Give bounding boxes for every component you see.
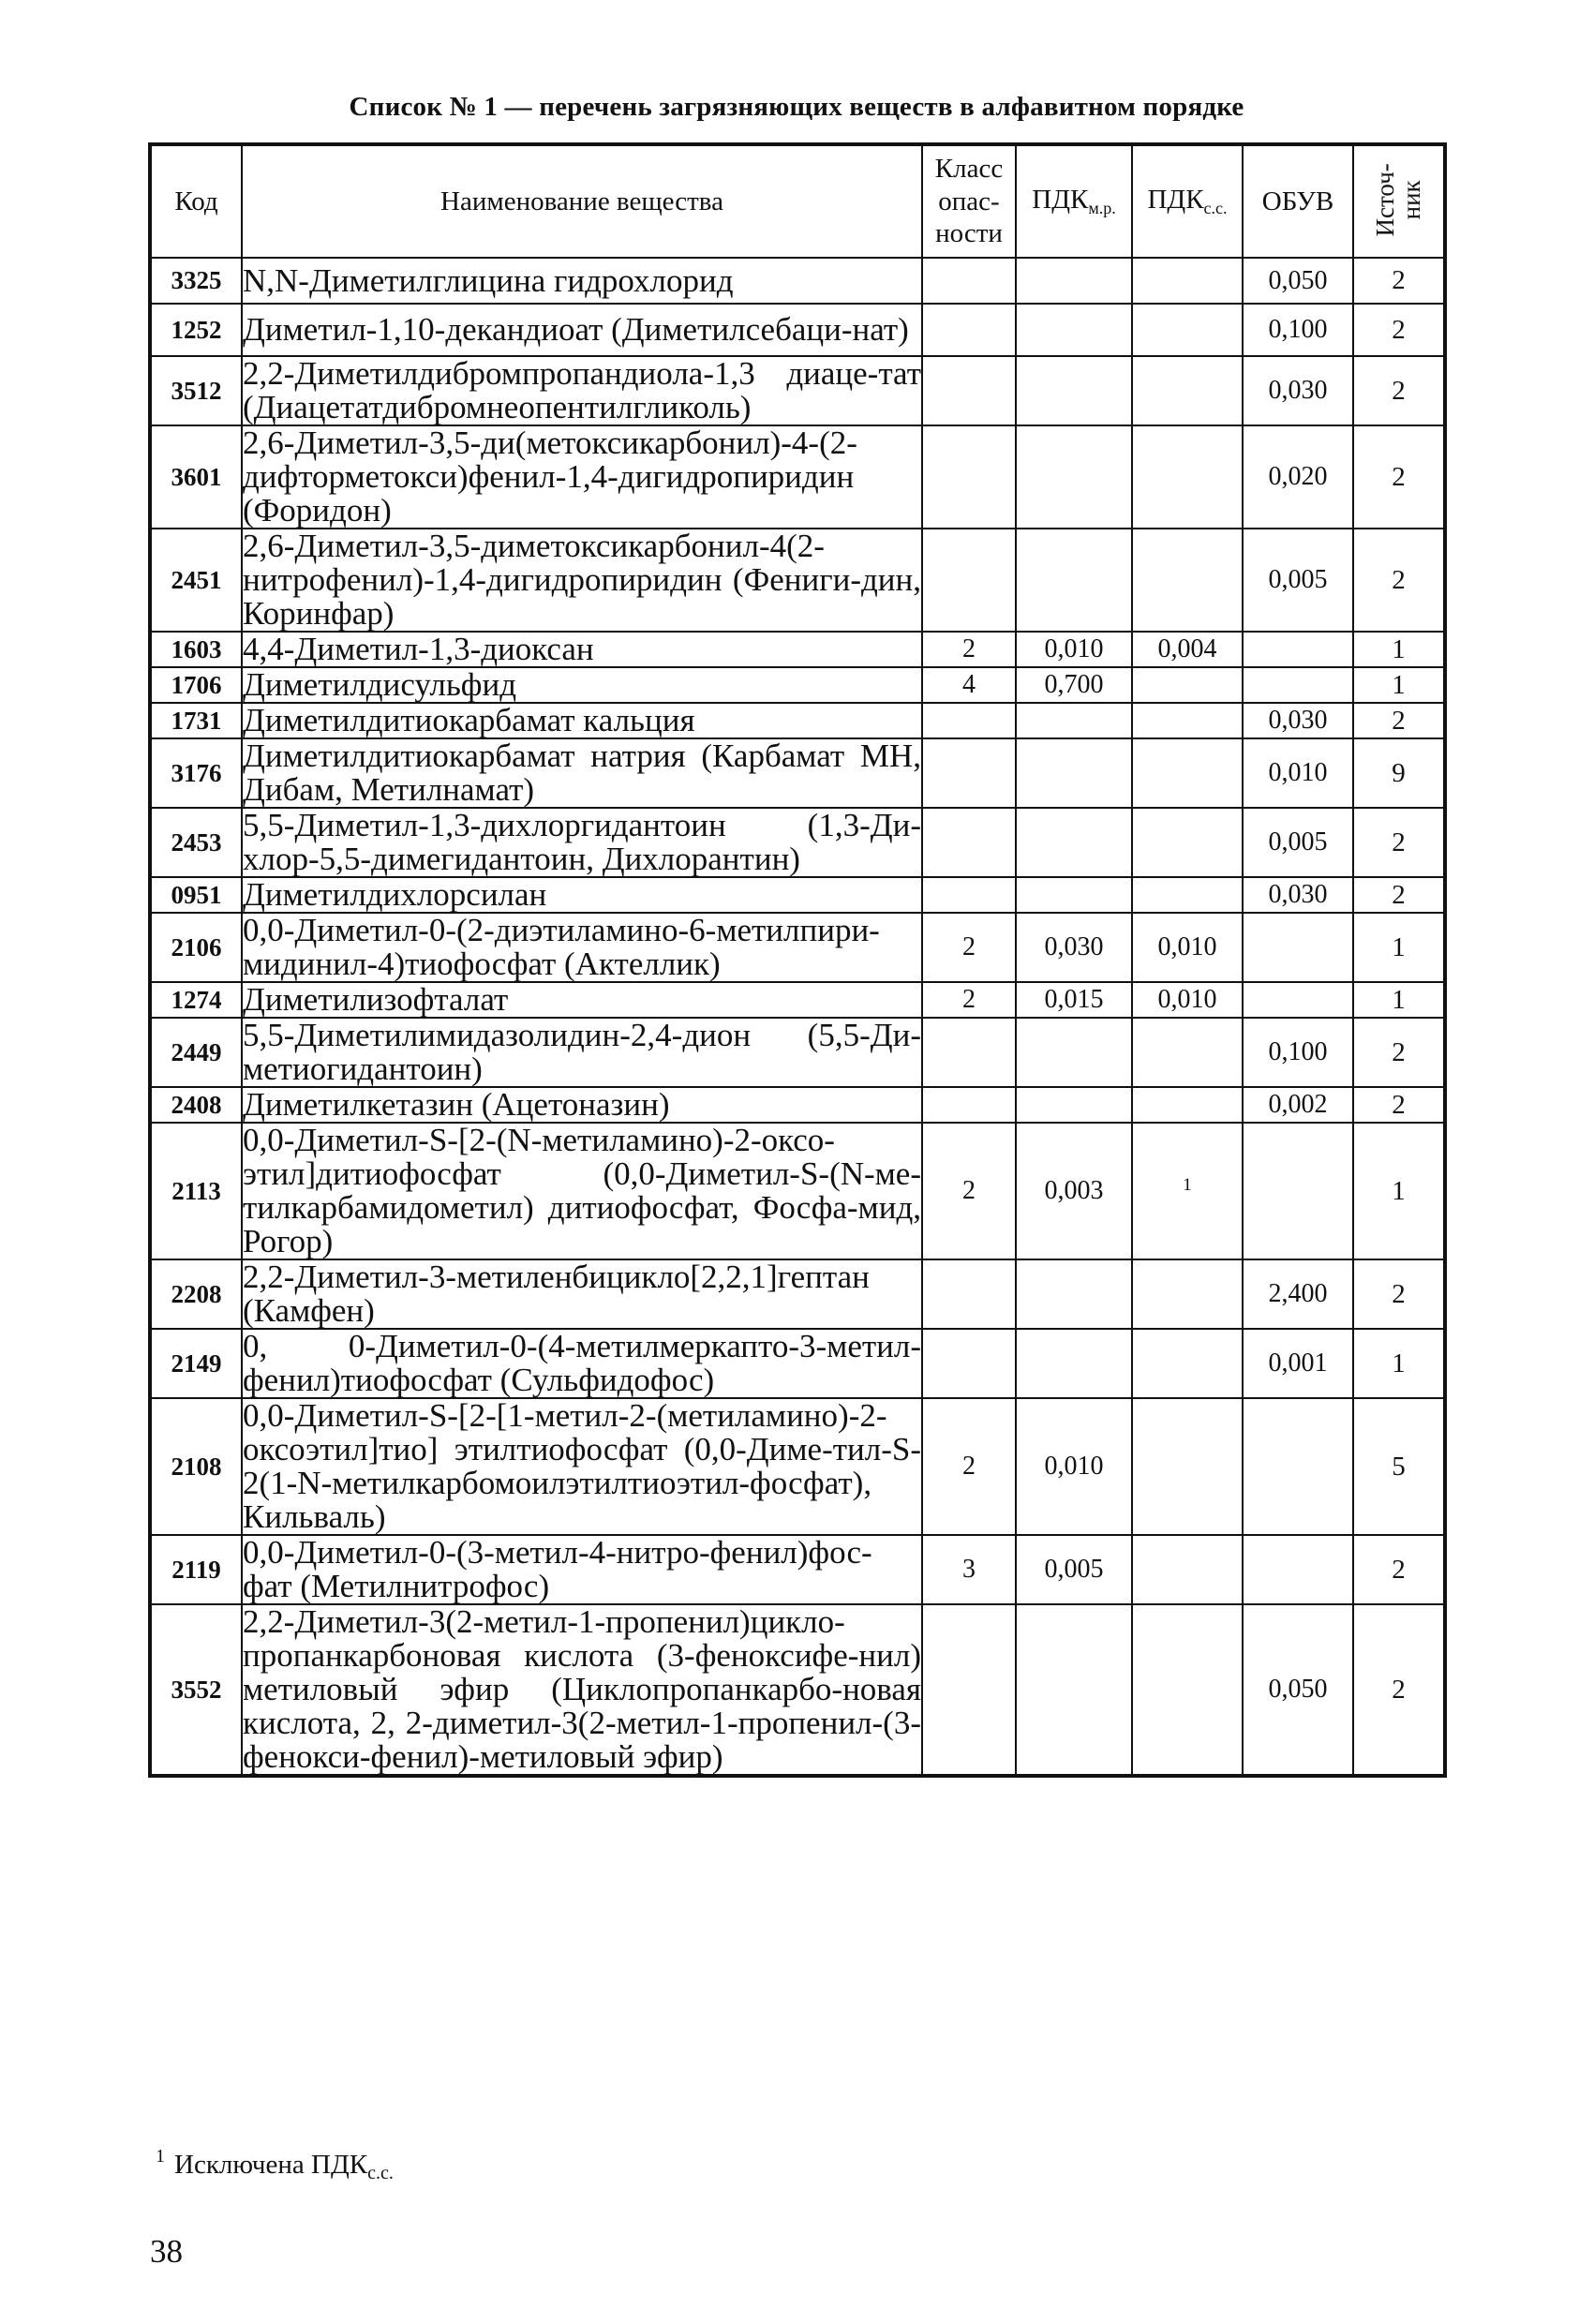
source-cell: 9 [1353,738,1445,808]
source-cell: 2 [1353,304,1445,356]
pdk-ss-cell [1132,738,1243,808]
pdk-mr-cell: 0,003 [1016,1123,1132,1259]
hazard-class-cell [922,529,1016,632]
page-title: Список № 1 — перечень загрязняющих веществ в алфавитном порядке [349,92,1244,122]
pdk-mr-cell: 0,015 [1016,982,1132,1018]
source-cell: 1 [1353,1123,1445,1259]
page-number: 38 [150,2233,183,2270]
source-cell: 2 [1353,808,1445,877]
source-cell: 5 [1353,1398,1445,1535]
hazard-class-cell [922,703,1016,738]
source-cell: 2 [1353,1604,1445,1776]
obuv-cell [1243,913,1353,982]
pdk-ss-cell [1132,356,1243,425]
obuv-cell: 0,050 [1243,258,1353,304]
hazard-class-cell: 3 [922,1535,1016,1604]
obuv-cell: 0,030 [1243,877,1353,913]
pdk-mr-cell [1016,808,1132,877]
footnote-marker: 1 [1183,1175,1192,1195]
substance-name-cell: 4,4-Диметил-1,3-диоксан [242,632,922,667]
substance-name-cell: Диметилдисульфид [242,667,922,703]
obuv-cell: 0,030 [1243,356,1353,425]
code-cell: 2449 [150,1018,242,1087]
pdk-mr-cell [1016,1087,1132,1123]
code-cell: 0951 [150,877,242,913]
hazard-class-cell: 4 [922,667,1016,703]
substance-name-cell: Диметилдитиокарбамат натрия (Карбамат МН, Дибам, Метилнамат) [243,737,921,808]
table-row [150,667,1445,703]
pdk-ss-cell [1132,1018,1243,1087]
table-row [150,703,1445,738]
code-cell: 1731 [150,703,242,738]
table-row [150,1087,1445,1123]
hazard-class-cell [922,1329,1016,1398]
substance-name-cell: 0,0-Диметил-S-[2-[1-метил-2-(метиламино)-2-оксоэтил]тио] этилтиофосфат (0,0-Диме-тил-S-2(1-N-метилкарбомоилэтилтиоэтил-фосфат), Кильваль) [243,1397,921,1535]
table-row [150,258,1445,304]
substance-name-cell: 5,5-Диметил-1,3-дихлоргидантоин (1,3-Ди-хлор-5,5-димегидантоин, Дихлорантин) [243,807,921,877]
pdk-mr-cell: 0,010 [1016,632,1132,667]
hazard-class-cell: 2 [922,632,1016,667]
source-cell: 2 [1353,425,1445,529]
source-cell: 2 [1353,1535,1445,1604]
pdk-ss-cell [1132,1604,1243,1776]
substance-name-cell: 2,6-Диметил-3,5-диметоксикарбонил-4(2-нитрофенил)-1,4-дигидропиридин (Фениги-дин, Коринфар) [243,528,921,632]
code-cell: 1603 [150,632,242,667]
obuv-cell: 0,010 [1243,738,1353,808]
header-code: Код [150,144,242,258]
obuv-cell [1243,982,1353,1018]
hazard-class-cell [922,258,1016,304]
substance-name-cell: Диметилдихлорсилан [242,877,922,913]
code-cell: 3601 [150,425,242,529]
table-row [150,913,1445,982]
source-cell: 1 [1353,667,1445,703]
substance-name-cell: Диметилдитиокарбамат кальция [242,703,922,738]
header-source: Источ- ник [1353,144,1445,258]
obuv-cell: 0,030 [1243,703,1353,738]
pdk-mr-cell: 0,030 [1016,913,1132,982]
code-cell: 3176 [150,738,242,808]
table-row [150,632,1445,667]
substance-name-cell: 2,2-Диметилдибромпропандиола-1,3 диаце-тат (Диацетатдибромнеопентилгликоль) [243,355,921,425]
obuv-cell: 0,002 [1243,1087,1353,1123]
table-row [150,425,1445,529]
pdk-ss-cell: 0,010 [1132,982,1243,1018]
obuv-cell: 0,020 [1243,425,1353,529]
table-row [150,356,1445,425]
code-cell: 2113 [150,1123,242,1259]
header-pdk-mr: $ПДК_{м.р.}$ [1016,144,1132,258]
table-row [150,529,1445,632]
pdk-mr-cell [1016,1018,1132,1087]
header-obuv: ОБУВ [1243,144,1353,258]
table-row [150,808,1445,877]
pdk-ss-cell [1132,703,1243,738]
code-cell: 2408 [150,1087,242,1123]
hazard-class-cell: 2 [922,1398,1016,1535]
header-hazard-class: Класс опас- ности [922,144,1016,258]
substance-name-cell: Диметил-1,10-декандиоат (Диметилсебаци-нат) [242,304,922,356]
pdk-ss-cell [1132,1123,1243,1259]
table-row [150,1259,1445,1329]
substances-table [148,142,1447,1778]
hazard-class-cell: 2 [922,913,1016,982]
pdk-ss-cell [1132,425,1243,529]
substance-name-cell: 2,6-Диметил-3,5-ди(метоксикарбонил)-4-(2-дифторметокси)фенил-1,4-дигидропиридин (Форидон) [242,425,922,529]
header-name: Наименование вещества [242,144,922,258]
obuv-cell: 0,050 [1243,1604,1353,1776]
code-cell: 3552 [150,1604,242,1776]
pdk-ss-cell [1132,808,1243,877]
hazard-class-cell [922,356,1016,425]
pdk-mr-cell [1016,1329,1132,1398]
obuv-cell: 0,001 [1243,1329,1353,1398]
pdk-mr-cell [1016,425,1132,529]
pdk-ss-cell [1132,258,1243,304]
pdk-mr-cell [1016,1259,1132,1329]
substance-name-cell: 0,0-Диметил-0-(2-диэтиламино-6-метилпири-мидинил-4)тиофосфат (Актеллик) [242,913,922,982]
pdk-mr-cell [1016,529,1132,632]
table-row [150,738,1445,808]
pdk-mr-cell: 0,010 [1016,1398,1132,1535]
substance-name-cell: Диметилкетазин (Ацетоназин) [242,1087,922,1123]
pdk-ss-cell: 0,004 [1132,632,1243,667]
pdk-ss-cell [1132,1535,1243,1604]
code-cell: 1274 [150,982,242,1018]
table-row [150,1604,1445,1776]
pdk-mr-cell [1016,877,1132,913]
table-row [150,304,1445,356]
pdk-ss-cell [1132,1087,1243,1123]
code-cell: 2106 [150,913,242,982]
pdk-ss-cell: 0,010 [1132,913,1243,982]
table-row [150,1535,1445,1604]
code-cell: 2208 [150,1259,242,1329]
code-cell: 2119 [150,1535,242,1604]
pdk-ss-cell [1132,1259,1243,1329]
pdk-ss-cell [1132,529,1243,632]
hazard-class-cell [922,1087,1016,1123]
pdk-mr-cell [1016,356,1132,425]
source-cell: 1 [1353,913,1445,982]
substance-name-cell: 0, 0-Диметил-0-(4-метилмеркапто-3-метил-фенил)тиофосфат (Сульфидофос) [243,1328,921,1398]
source-cell: 2 [1353,258,1445,304]
obuv-cell: 0,005 [1243,529,1353,632]
obuv-cell [1243,1123,1353,1259]
footnote: $^1$ Исключена $ПДК_{с.с.}$ [156,2146,394,2183]
hazard-class-cell: 2 [922,982,1016,1018]
pdk-ss-cell [1132,1329,1243,1398]
pdk-mr-cell [1016,258,1132,304]
pdk-mr-cell [1016,738,1132,808]
table-row [150,1123,1445,1259]
code-cell: 1706 [150,667,242,703]
substance-name-cell: N,N-Диметилглицина гидрохлорид [242,258,922,304]
table-row [150,1018,1445,1087]
source-cell: 2 [1353,529,1445,632]
obuv-cell: 0,100 [1243,1018,1353,1087]
pdk-ss-cell [1132,877,1243,913]
obuv-cell [1243,1398,1353,1535]
code-cell: 2149 [150,1329,242,1398]
table-row [150,1329,1445,1398]
source-cell: 1 [1353,982,1445,1018]
source-cell: 2 [1353,703,1445,738]
substance-name-cell: 0,0-Диметил-0-(3-метил-4-нитро-фенил)фос-фат (Метилнитрофос) [242,1535,922,1604]
substance-name-cell: 5,5-Диметилимидазолидин-2,4-дион (5,5-Ди-метиогидантоин) [243,1017,921,1087]
source-cell: 2 [1353,877,1445,913]
table-row [150,877,1445,913]
pdk-mr-cell [1016,703,1132,738]
source-cell: 2 [1353,1018,1445,1087]
code-cell: 3512 [150,356,242,425]
code-cell: 1252 [150,304,242,356]
header-pdk-ss: $ПДК_{с.с.}$ [1132,144,1243,258]
hazard-class-cell [922,1259,1016,1329]
hazard-class-cell [922,304,1016,356]
table-header-row [150,144,1445,258]
substance-name-cell: 2,2-Диметил-3-метиленбицикло[2,2,1]гептан (Камфен) [242,1259,922,1329]
obuv-cell: 2,400 [1243,1259,1353,1329]
pdk-mr-cell [1016,304,1132,356]
table-row [150,1398,1445,1535]
hazard-class-cell [922,425,1016,529]
hazard-class-cell [922,877,1016,913]
substance-name-cell: 2,2-Диметил-3(2-метил-1-пропенил)цикло-пропанкарбоновая кислота (3-феноксифе-нил) метиловый эфир (Циклопропанкарбо-новая кислота, 2, 2-диметил-3(2-метил-1-пропенил-(3-фенокси-фенил)-метиловый эфир) [243,1603,921,1775]
hazard-class-cell [922,808,1016,877]
code-cell: 2453 [150,808,242,877]
pdk-ss-cell [1132,1398,1243,1535]
pdk-mr-cell: 0,005 [1016,1535,1132,1604]
source-cell: 1 [1353,632,1445,667]
obuv-cell: 0,100 [1243,304,1353,356]
source-cell: 2 [1353,356,1445,425]
obuv-cell [1243,1535,1353,1604]
obuv-cell [1243,667,1353,703]
pdk-ss-cell [1132,667,1243,703]
hazard-class-cell [922,738,1016,808]
source-cell: 2 [1353,1259,1445,1329]
substance-name-cell: Диметилизофталат [242,982,922,1018]
hazard-class-cell: 2 [922,1123,1016,1259]
hazard-class-cell [922,1018,1016,1087]
table-row [150,982,1445,1018]
obuv-cell [1243,632,1353,667]
code-cell: 2108 [150,1398,242,1535]
pdk-mr-cell [1016,1604,1132,1776]
source-cell: 2 [1353,1087,1445,1123]
pdk-mr-cell: 0,700 [1016,667,1132,703]
pdk-ss-cell [1132,304,1243,356]
hazard-class-cell [922,1604,1016,1776]
source-cell: 1 [1353,1329,1445,1398]
code-cell: 2451 [150,529,242,632]
code-cell: 3325 [150,258,242,304]
obuv-cell: 0,005 [1243,808,1353,877]
substance-name-cell: 0,0-Диметил-S-[2-(N-метиламино)-2-оксо-этил]дитиофосфат (0,0-Диметил-S-(N-ме-тилкарбамидометил) дитиофосфат, Фосфа-мид, Рогор) [243,1122,921,1259]
